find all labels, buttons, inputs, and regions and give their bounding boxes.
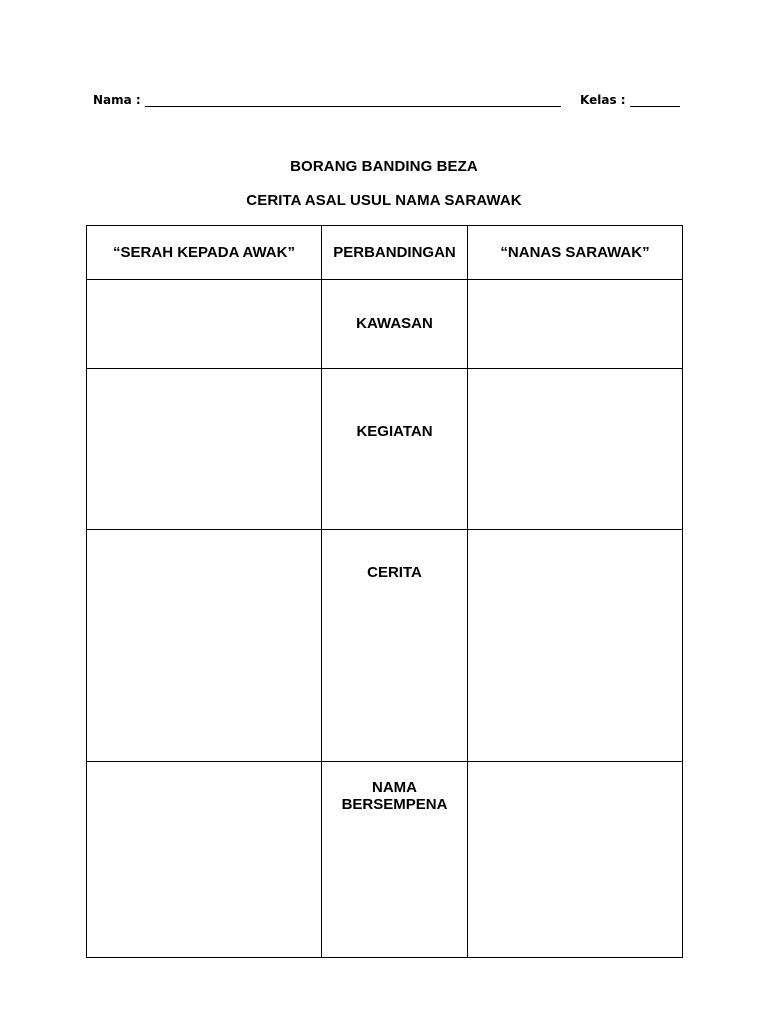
class-label: Kelas : <box>580 93 626 107</box>
table-row <box>87 762 683 958</box>
criterion-label-line1: NAMA <box>372 779 417 796</box>
form-title: BORANG BANDING BEZA <box>290 158 478 175</box>
answer-cell-left[interactable] <box>87 762 322 958</box>
criterion-cell <box>322 280 468 369</box>
criterion-label <box>322 762 467 813</box>
answer-cell-right[interactable] <box>468 280 683 369</box>
criterion-label-line2: BERSEMPENA <box>341 796 448 813</box>
answer-cell-left[interactable] <box>87 369 322 530</box>
criterion-cell <box>322 530 468 762</box>
student-info-line <box>0 93 768 109</box>
answer-cell-right[interactable] <box>468 369 683 530</box>
class-field <box>580 93 680 107</box>
column-header-middle: PERBANDINGAN <box>322 226 468 280</box>
criterion-label: KAWASAN <box>356 315 433 332</box>
table-row <box>87 369 683 530</box>
comparison-table <box>86 225 683 958</box>
class-blank-line[interactable] <box>630 94 680 107</box>
name-field <box>93 93 561 107</box>
answer-cell-left[interactable] <box>87 530 322 762</box>
criterion-label: CERITA <box>367 564 422 581</box>
table-header-row <box>87 226 683 280</box>
column-header-right: “NANAS SARAWAK” <box>468 226 683 280</box>
answer-cell-right[interactable] <box>468 762 683 958</box>
answer-cell-right[interactable] <box>468 530 683 762</box>
criterion-label: KEGIATAN <box>356 423 433 440</box>
criterion-cell <box>322 762 468 958</box>
answer-cell-left[interactable] <box>87 280 322 369</box>
column-header-left: “SERAH KEPADA AWAK” <box>87 226 322 280</box>
form-subtitle: CERITA ASAL USUL NAMA SARAWAK <box>246 192 522 209</box>
name-label: Nama : <box>93 93 141 107</box>
criterion-cell <box>322 369 468 530</box>
table-row <box>87 530 683 762</box>
name-blank-line[interactable] <box>145 94 561 107</box>
table-row <box>87 280 683 369</box>
